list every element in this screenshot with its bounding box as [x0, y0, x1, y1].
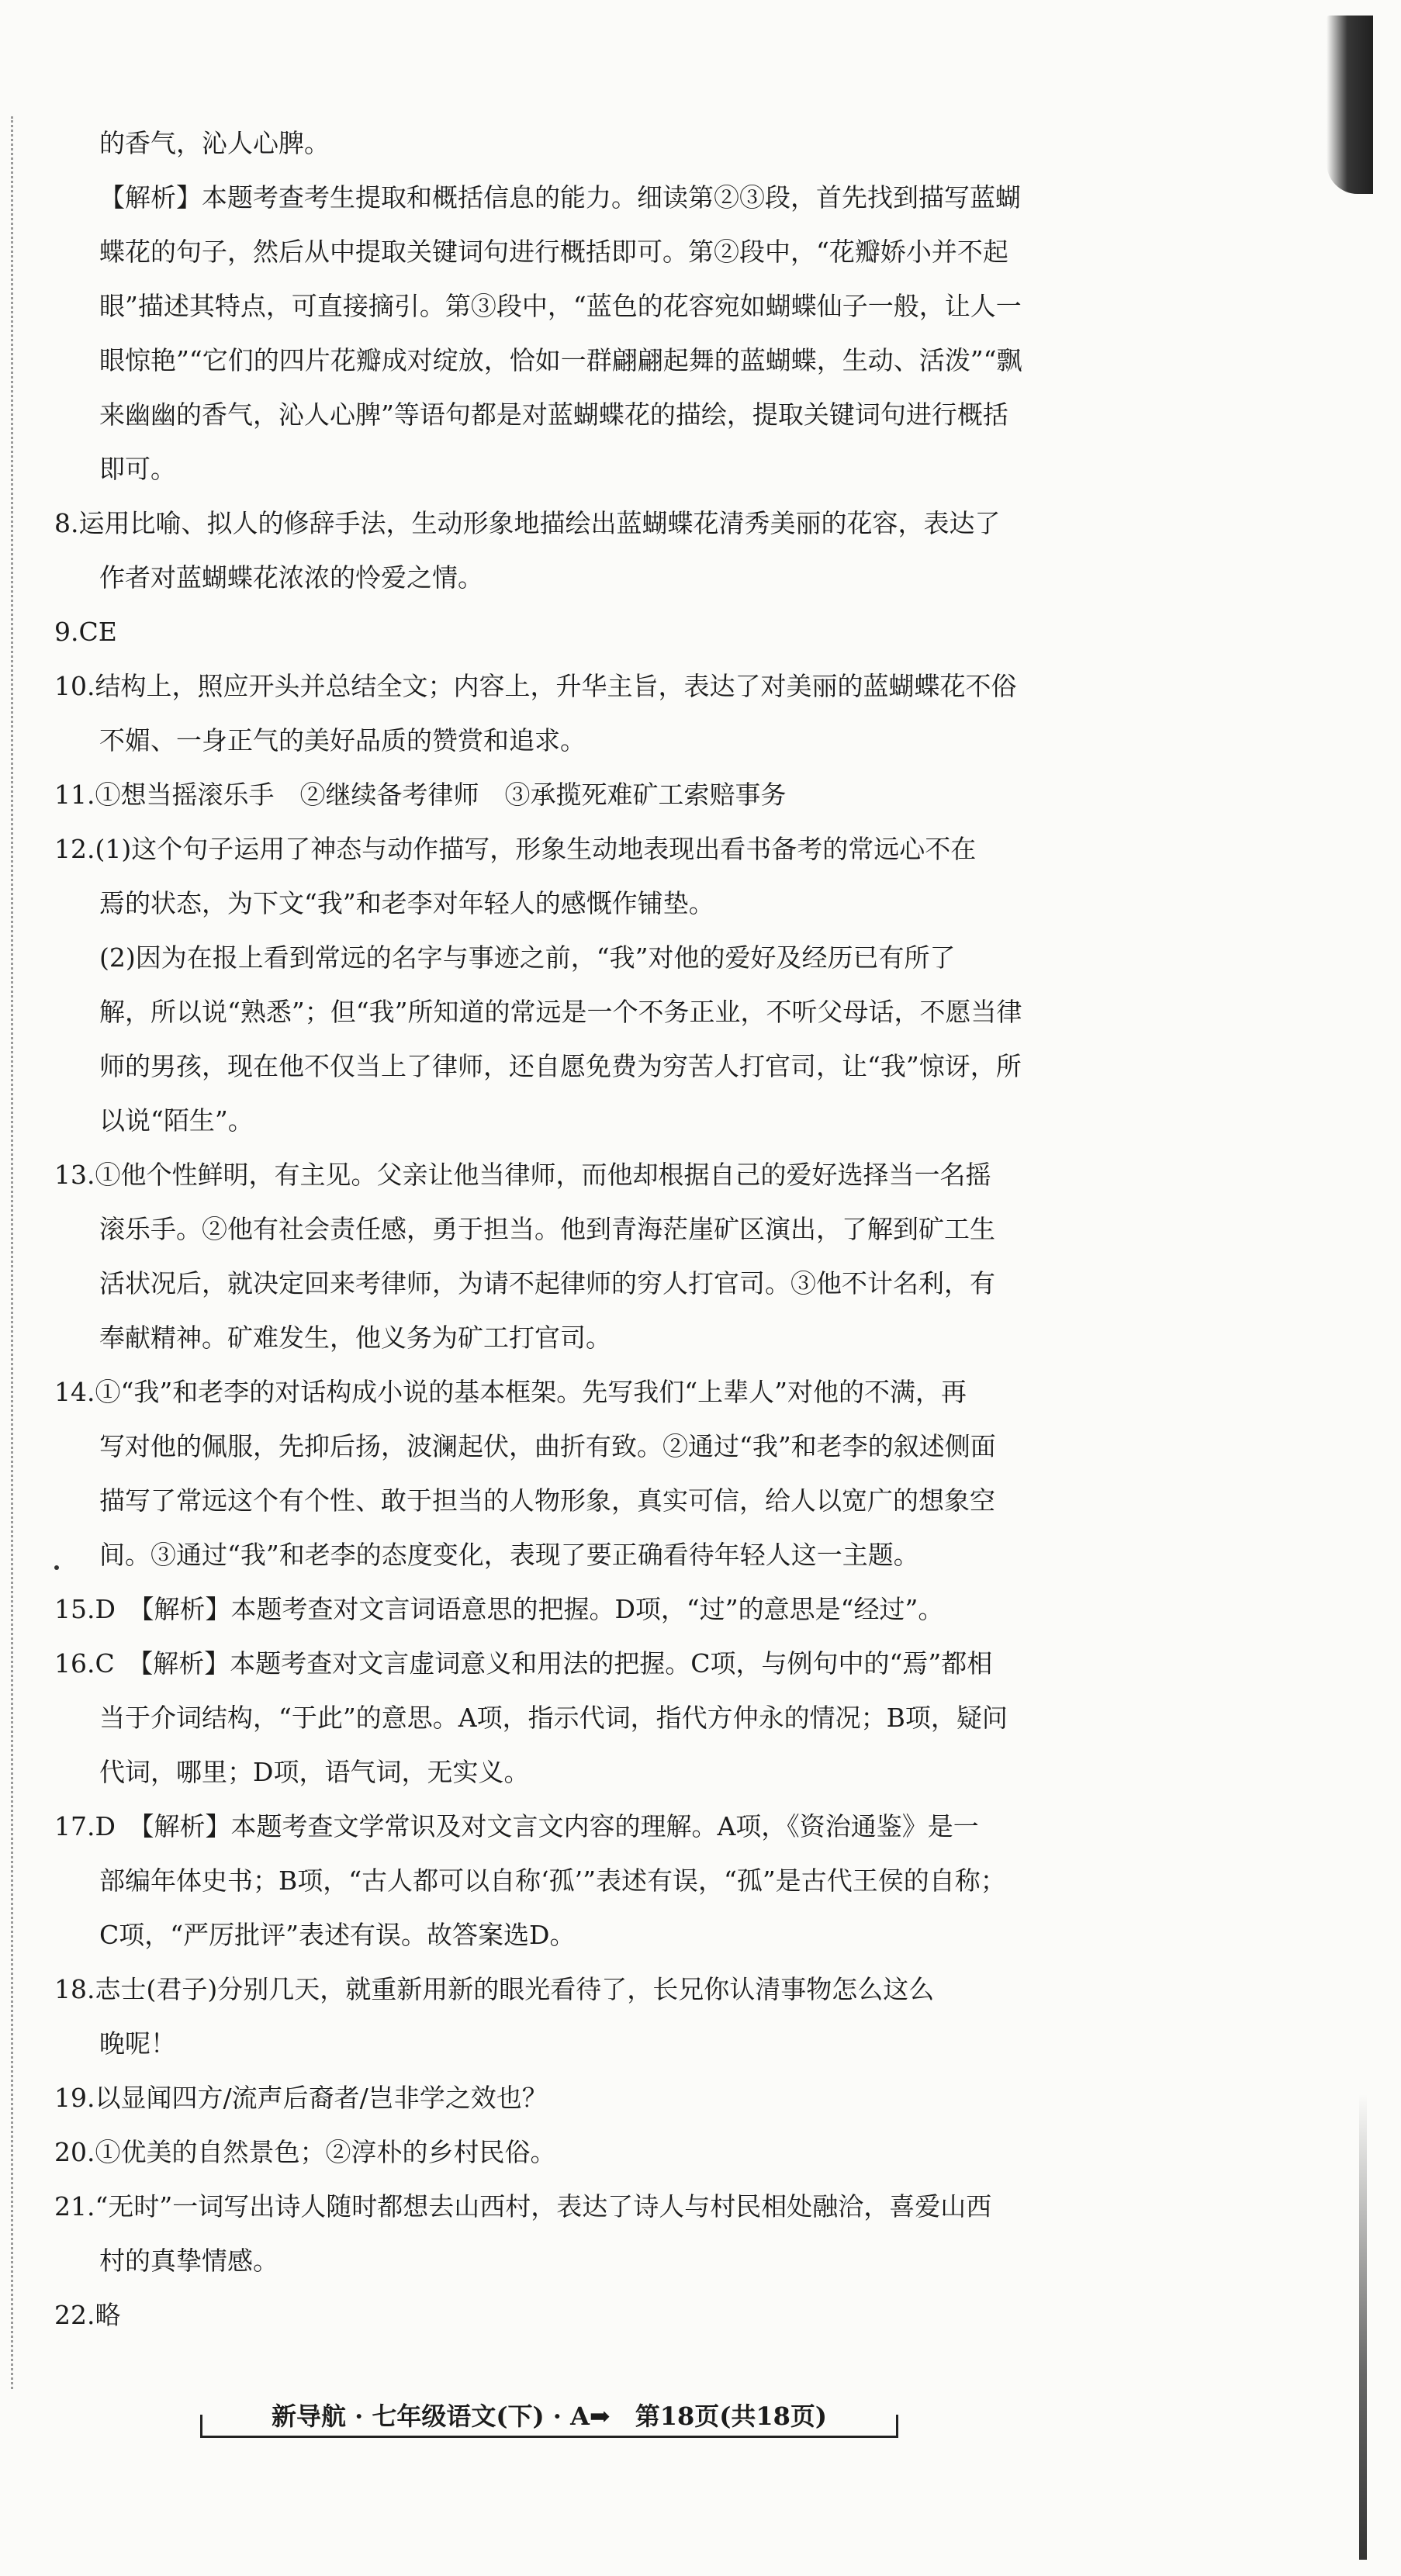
text-line: 以说“陌生”。	[99, 1105, 254, 1136]
text-line: 描写了常远这个有个性、敢于担当的人物形象，真实可信，给人以宽广的想象空	[99, 1485, 995, 1516]
text-line: 来幽幽的香气，沁人心脾”等语句都是对蓝蝴蝶花的描绘，提取关键词句进行概括	[99, 399, 1008, 430]
text-line: 眼”描述其特点，可直接摘引。第③段中，“蓝色的花容宛如蝴蝶仙子一般，让人一	[99, 291, 1022, 321]
text-line: 作者对蓝蝴蝶花浓浓的怜爱之情。	[99, 562, 483, 593]
scan-edge-shadow-bottom	[1359, 2094, 1367, 2560]
answer-14: 14.①“我”和老李的对话构成小说的基本框架。先写我们“上辈人”对他的不满，再	[54, 1377, 967, 1407]
answer-13: 13.①他个性鲜明，有主见。父亲让他当律师，而他却根据自己的爱好选择当一名摇	[54, 1160, 991, 1190]
text-line: 眼惊艳”“它们的四片花瓣成对绽放，恰如一群翩翩起舞的蓝蝴蝶，生动、活泼”“飘	[99, 345, 1022, 375]
answer-11: 11.①想当摇滚乐手 ②继续备考律师 ③承揽死难矿工索赔事务	[54, 780, 787, 810]
text-line: 即可。	[99, 454, 176, 484]
text-line: 蝶花的句子，然后从中提取关键词句进行概括即可。第②段中，“花瓣娇小并不起	[99, 237, 1008, 267]
text-line: 滚乐手。②他有社会责任感，勇于担当。他到青海茫崖矿区演出，了解到矿工生	[99, 1214, 995, 1244]
footer-rule-right-tick	[896, 2415, 898, 2438]
text-line: 【解析】本题考查考生提取和概括信息的能力。细读第②③段，首先找到描写蓝蝴	[99, 182, 1021, 213]
text-line: C项，“严厉批评”表述有误。故答案选D。	[99, 1920, 576, 1950]
answer-12: 12.(1)这个句子运用了神态与动作描写，形象生动地表现出看书备考的常远心不在	[54, 834, 977, 864]
page-footer	[200, 2393, 898, 2439]
text-line: 焉的状态，为下文“我”和老李对年轻人的感慨作铺垫。	[99, 888, 714, 918]
text-line: 间。③通过“我”和老李的态度变化，表现了要正确看待年轻人这一主题。	[99, 1540, 919, 1570]
text-line: 解，所以说“熟悉”；但“我”所知道的常远是一个不务正业，不听父母话，不愿当律	[99, 997, 1022, 1027]
text-line: 代词，哪里；D项，语气词，无实义。	[99, 1757, 530, 1787]
binding-dotted-line	[11, 116, 13, 2389]
text-line: 村的真挚情感。	[99, 2246, 278, 2276]
footer-rule	[200, 2436, 898, 2438]
answer-9: 9.CE	[54, 617, 117, 647]
answer-17: 17.D 【解析】本题考查文学常识及对文言文内容的理解。A项，《资治通鉴》是一	[54, 1811, 979, 1841]
answer-22: 22.略	[54, 2300, 121, 2330]
text-line: 奉献精神。矿难发生，他义务为矿工打官司。	[99, 1323, 611, 1353]
answer-21: 21.“无时”一词写出诗人随时都想去山西村，表达了诗人与村民相处融洽，喜爱山西	[54, 2191, 992, 2222]
answer-19: 19.以显闻四方/流声后裔者/岂非学之效也？	[54, 2083, 548, 2113]
text-line: 当于介词结构，“于此”的意思。A项，指示代词，指代方仲永的情况；B项，疑问	[99, 1703, 1008, 1733]
answer-18: 18.志士(君子)分别几天，就重新用新的眼光看待了，长兄你认清事物怎么这么	[54, 1974, 935, 2004]
answer-16: 16.C 【解析】本题考查对文言虚词意义和用法的把握。C项，与例句中的“焉”都相	[54, 1648, 993, 1679]
footer-rule-left-tick	[200, 2415, 202, 2438]
text-line: (2)因为在报上看到常远的名字与事迹之前，“我”对他的爱好及经历已有所了	[99, 942, 956, 973]
footer-text: 新导航 · 七年级语文(下) · A➡ 第18页(共18页)	[271, 2401, 828, 2431]
text-line: 晚呢！	[99, 2028, 176, 2059]
answer-15: 15.D 【解析】本题考查对文言词语意思的把握。D项，“过”的意思是“经过”。	[54, 1594, 944, 1624]
text-line: 部编年体史书；B项，“古人都可以自称‘孤’”表述有误，“孤”是古代王侯的自称；	[99, 1865, 1006, 1896]
scan-edge-shadow	[1327, 16, 1373, 194]
answer-8: 8.运用比喻、拟人的修辞手法，生动形象地描绘出蓝蝴蝶花清秀美丽的花容，表达了	[54, 508, 1001, 538]
text-line: 的香气，沁人心脾。	[99, 128, 330, 158]
text-line: 不媚、一身正气的美好品质的赞赏和追求。	[99, 725, 586, 756]
text-line: 写对他的佩服，先抑后扬，波澜起伏，曲折有致。②通过“我”和老李的叙述侧面	[99, 1431, 996, 1461]
text-line: 师的男孩，现在他不仅当上了律师，还自愿免费为穷苦人打官司，让“我”惊讶，所	[99, 1051, 1022, 1081]
text-line: 活状况后，就决定回来考律师，为请不起律师的穷人打官司。③他不计名利，有	[99, 1268, 995, 1298]
answer-10: 10.结构上，照应开头并总结全文；内容上，升华主旨，表达了对美丽的蓝蝴蝶花不俗	[54, 671, 1017, 701]
answer-text	[54, 116, 1055, 2343]
answer-20: 20.①优美的自然景色；②淳朴的乡村民俗。	[54, 2137, 556, 2167]
